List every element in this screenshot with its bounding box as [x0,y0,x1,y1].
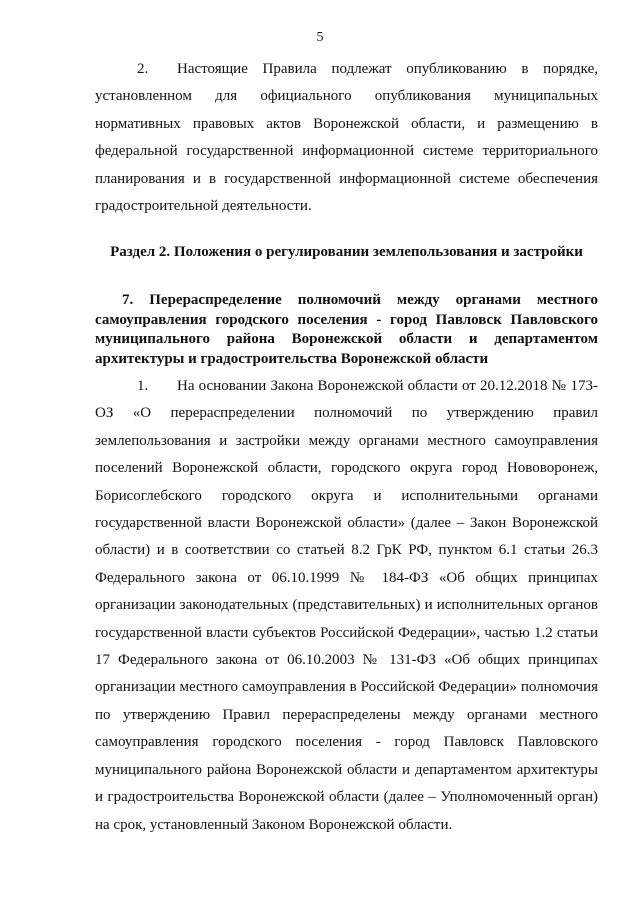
paragraph-1-text: На основании Закона Воронежской области от 20.12.2018 № 173-ОЗ «О перераспределении полномочий по утверждению правил землепользования и застройки между органами местного самоуправления поселений Воронежской области, городского округа город Нововоронеж, Борисоглебского городского округа и исполнительными органами государственной власти Воронежской области» (далее – Закон Воронежской области) и в соответствии со статьей 8.2 ГрК РФ, пунктом 6.1 статьи 26.3 Федерального закона от 06.10.1999 № 184-ФЗ «Об общих принципах организации законодательных (представительных) и исполнительных органов государственной власти субъектов Российской Федерации», частью 1.2 статьи 17 Федерального закона от 06.10.2003 № 131-ФЗ «Об общих принципах организации местного самоуправления в Российской Федерации» полномочия по утверждению Правил перераспределены между органами местного самоуправления городского поселения - город Павловск Павловского муниципального района Воронежской области и департаментом архитектуры и градостроительства Воронежской области (далее – Уполномоченный орган) на срок, установленный Законом Воронежской области. [95,378,598,833]
paragraph-2-text: Настоящие Правила подлежат опубликованию в порядке, установленном для официального опубликования муниципальных нормативных правовых актов Воронежской области, и размещению в федеральной государственной информационной системе территориального планирования и в государственной информационной системе обеспечения градостроительной деятельности. [95,61,598,215]
section-heading: Раздел 2. Положения о регулировании землепользования и застройки [110,244,583,260]
paragraph-2 [95,56,598,220]
subsection-7-heading [95,291,598,369]
page-number: 5 [316,30,324,45]
paragraph-1 [95,373,598,839]
paragraph-1-number: 1. [137,378,149,394]
paragraph-2-number: 2. [137,61,149,77]
subsection-7-heading-text: 7. Перераспределение полномочий между органами местного самоуправления городского поселения - город Павловск Павловского муниципального района Воронежской области и департаментом архитектуры и градостроительства Воронежской области [95,292,598,367]
